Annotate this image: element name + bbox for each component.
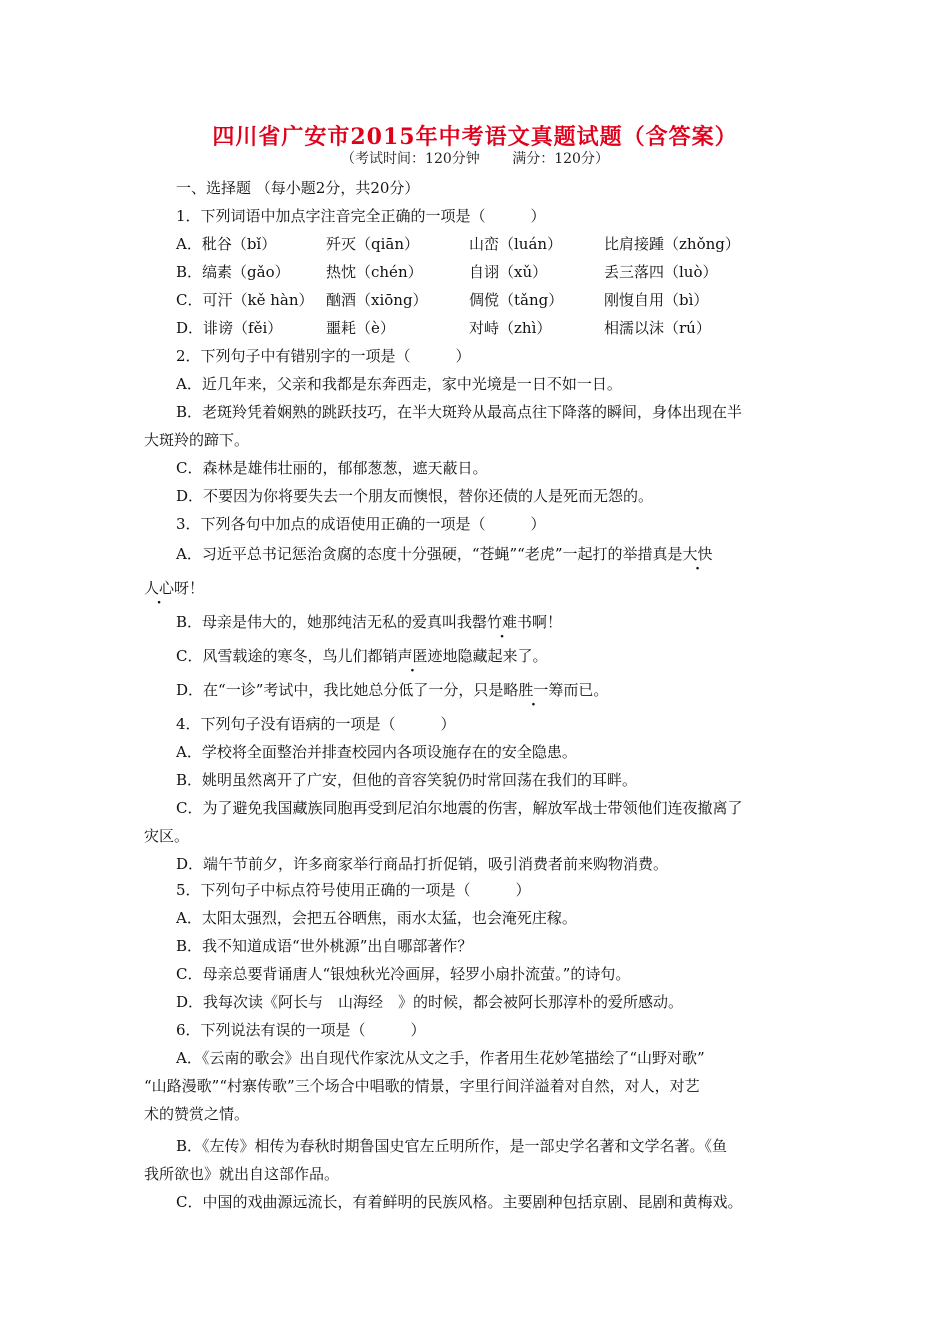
q1-c-word-1: C．可汗（kě hàn） (176, 291, 314, 309)
question-5-stem: 5．下列句子中标点符号使用正确的一项是（ ） (176, 881, 531, 899)
question-6-option-a-line-2: “山路漫歌”“村寨传歌”三个场合中唱歌的情景，字里行间洋溢着对自然，对人，对艺 (144, 1077, 700, 1095)
question-6-option-a-line-3: 术的赞赏之情。 (144, 1105, 250, 1123)
exam-title: 四川省广安市2015年中考语文真题试题（含答案） (212, 124, 738, 150)
question-3-option-c (176, 646, 846, 666)
q1-c-word-3: 倜傥（tǎng） (469, 291, 564, 309)
question-2-stem: 2．下列句子中有错别字的一项是（ ） (176, 347, 471, 365)
question-3-option-d (176, 680, 846, 700)
question-4-option-c-line-2: 灾区。 (144, 827, 190, 845)
q1-b-word-1: B．缟素（gǎo） (176, 263, 290, 281)
question-2-option-c: C．森林是雄伟壮丽的，郁郁葱葱，遮天蔽日。 (176, 459, 488, 477)
q1-a-word-2: 歼灭（qiān） (326, 235, 420, 253)
question-4-option-c-line-1: C．为了避免我国藏族同胞再受到尼泊尔地震的伤害，解放军战士带领他们连夜撤离了 (176, 799, 743, 817)
question-1-option-b (176, 262, 846, 282)
question-2-option-b-line-2: 大斑羚的蹄下。 (144, 431, 250, 449)
exam-info (0, 148, 950, 168)
section-heading: 一、选择题 （每小题2分，共20分） (176, 179, 420, 197)
question-5-option-b: B．我不知道成语“世外桃源”出自哪部著作？ (176, 937, 473, 955)
q3-b-text: B．母亲是伟大的，她那纯洁无私的爱真叫我 (176, 613, 473, 631)
q3-a-idiom-part-1: 大快 (682, 545, 713, 563)
q3-c-text: C．风雪载途的寒冬，鸟儿们都 (176, 647, 383, 665)
q1-b-word-2: 热忱（chén） (326, 263, 423, 281)
question-4-option-d: D．端午节前夕，许多商家举行商品打折促销，吸引消费者前来购物消费。 (176, 855, 669, 873)
question-4-stem: 4．下列句子没有语病的一项是（ ） (176, 715, 456, 733)
question-4-option-b: B．姚明虽然离开了广安，但他的音容笑貌仍时常回荡在我们的耳畔。 (176, 771, 638, 789)
question-2-option-a: A．近几年来，父亲和我都是东奔西走，家中光境是一日不如一日。 (176, 375, 622, 393)
q3-a-idiom-part-2: 人心 (144, 579, 175, 597)
q3-d-text: D．在“一诊”考试中，我比她总分低了一分，只是 (176, 681, 504, 699)
q1-b-word-4: 丢三落四（luò） (604, 263, 718, 281)
q1-d-word-1: D．诽谤（fěi） (176, 319, 283, 337)
question-1-option-c (176, 290, 846, 310)
q3-c-idiom: 销声匿迹 (382, 647, 443, 665)
exam-time: （考试时间：120分钟 (341, 151, 480, 167)
question-5-option-d: D．我每次读《阿长与 山海经 》的时候，都会被阿长那淳朴的爱所感动。 (176, 993, 684, 1011)
question-6-option-b-line-1: B．《左传》相传为春秋时期鲁国史官左丘明所作，是一部史学名著和文学名著。《鱼 (176, 1137, 728, 1155)
question-3-stem: 3．下列各句中加点的成语使用正确的一项是（ ） (176, 515, 546, 533)
question-2-option-b-line-1: B．老斑羚凭着娴熟的跳跃技巧，在半大斑羚从最高点往下降落的瞬间，身体出现在半 (176, 403, 743, 421)
question-4-option-a: A．学校将全面整治并排查校园内各项设施存在的安全隐患。 (176, 743, 577, 761)
q3-c-tail: 地隐藏起来了。 (442, 647, 548, 665)
question-1-stem: 1．下列词语中加点字注音完全正确的一项是（ ） (176, 207, 546, 225)
q1-c-word-4: 刚愎自用（bì） (604, 291, 709, 309)
question-5-option-a: A．太阳太强烈，会把五谷晒焦，雨水太猛，也会淹死庄稼。 (176, 909, 577, 927)
q1-c-word-2: 酗酒（xiōng） (326, 291, 428, 309)
q1-d-word-4: 相濡以沫（rú） (604, 319, 711, 337)
q1-a-word-4: 比肩接踵（zhǒng） (604, 235, 740, 253)
exam-score: 满分：120分） (512, 151, 609, 167)
question-1-option-d (176, 318, 846, 338)
q3-a-text: A．习近平总书记惩治贪腐的态度十分强硬，“苍蝇”“老虎”一起打的举措真是 (176, 545, 683, 563)
question-6-option-a-line-1: A．《云南的歌会》出自现代作家沈从文之手，作者用生花妙笔描绘了“山野对歌” (176, 1049, 705, 1067)
question-3-option-b (176, 612, 846, 632)
question-3-option-a-line-1 (176, 544, 846, 564)
question-5-option-c: C．母亲总要背诵唐人“银烛秋光冷画屏，轻罗小扇扑流萤。”的诗句。 (176, 965, 631, 983)
q1-a-word-1: A．秕谷（bǐ） (176, 235, 277, 253)
q3-b-idiom: 罄竹难书 (472, 613, 533, 631)
question-6-option-c: C．中国的戏曲源远流长，有着鲜明的民族风格。主要剧种包括京剧、昆剧和黄梅戏。 (176, 1193, 743, 1211)
question-3-option-a-line-2 (144, 578, 814, 598)
question-6-stem: 6．下列说法有误的一项是（ ） (176, 1021, 426, 1039)
q1-a-word-3: 山峦（luán） (469, 235, 563, 253)
q3-d-idiom: 略胜一筹 (503, 681, 564, 699)
q1-b-word-3: 自诩（xǔ） (469, 263, 548, 281)
question-6-option-b-line-2: 我所欲也》就出自这部作品。 (144, 1165, 340, 1183)
q1-d-word-2: 噩耗（è） (326, 319, 395, 337)
q3-b-tail: 啊！ (532, 613, 563, 631)
question-2-option-d: D．不要因为你将要失去一个朋友而懊恨，替你还债的人是死而无怨的。 (176, 487, 654, 505)
q1-d-word-3: 对峙（zhì） (469, 319, 552, 337)
q3-a-tail: 呀！ (174, 579, 205, 597)
q3-d-tail: 而已。 (563, 681, 609, 699)
question-1-option-a (176, 234, 846, 254)
